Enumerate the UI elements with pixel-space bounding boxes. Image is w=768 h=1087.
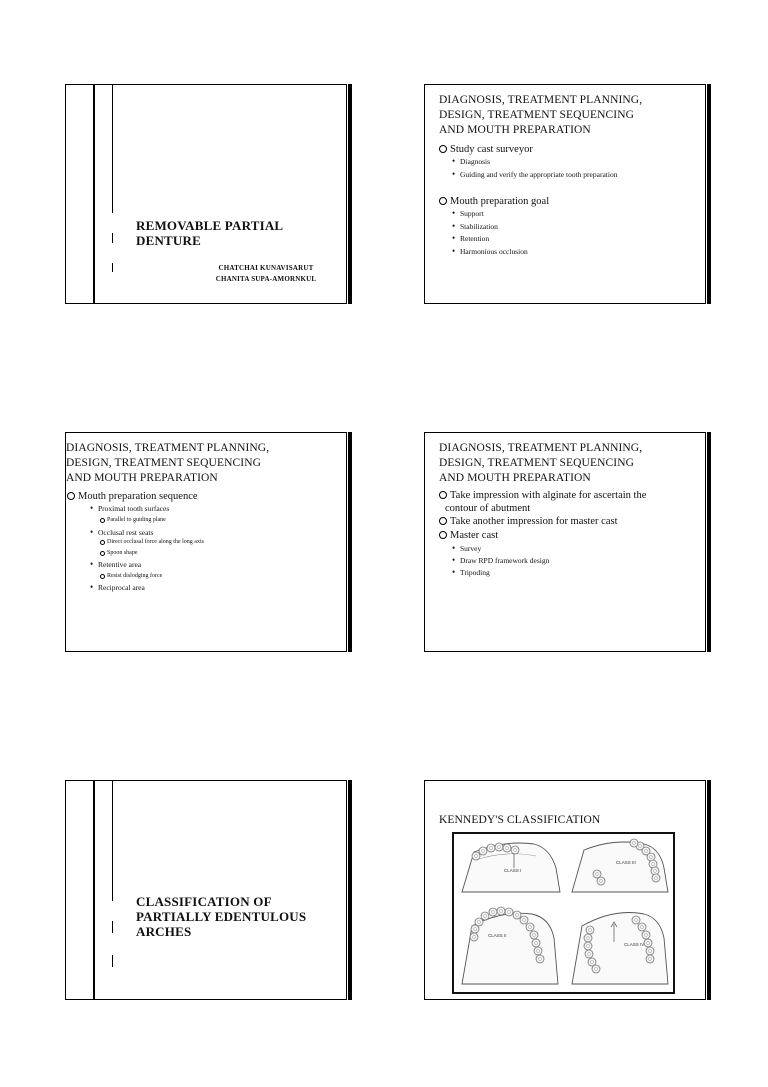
slide-edge-bar bbox=[707, 84, 711, 304]
decor-line bbox=[112, 921, 113, 933]
bullet: Mouth preparation goal bbox=[450, 196, 550, 207]
sub-bullet: • Support bbox=[460, 209, 484, 219]
sub-bullet: • Occlusal rest seats bbox=[98, 528, 153, 538]
sub-bullet: • Guiding and verify the appropriate tooth preparation bbox=[460, 170, 617, 180]
slide-edge-bar bbox=[348, 780, 352, 1000]
sub-sub-bullet: Spoon shape bbox=[107, 550, 138, 556]
sub-bullet: • Retentive area bbox=[98, 560, 141, 570]
decor-line bbox=[112, 955, 113, 967]
slide-edge-bar bbox=[707, 780, 711, 1000]
sub-bullet: • Diagnosis bbox=[460, 157, 490, 167]
class-label: CLASS IV bbox=[624, 942, 645, 947]
decor-line bbox=[112, 233, 113, 243]
sub-bullet: • Draw RPD framework design bbox=[460, 556, 549, 566]
arch-class-4 bbox=[572, 913, 668, 985]
sub-bullet: • Stabilization bbox=[460, 222, 498, 232]
slide-title-line: DESIGN, TREATMENT SEQUENCING bbox=[439, 109, 634, 121]
slide-title-line: AND MOUTH PREPARATION bbox=[439, 124, 591, 136]
bullet-continuation: contour of abutment bbox=[445, 503, 531, 514]
slide-title-line: DESIGN, TREATMENT SEQUENCING bbox=[66, 457, 261, 469]
sub-bullet: • Tripoding bbox=[460, 568, 490, 578]
sub-sub-bullet: Resist dislodging force bbox=[107, 573, 163, 579]
section-title-line: ARCHES bbox=[136, 924, 192, 939]
slide-edge-bar bbox=[348, 84, 352, 304]
slide-diagnosis-2 bbox=[65, 432, 347, 652]
decor-line bbox=[93, 781, 95, 999]
bullet: Study cast surveyor bbox=[450, 144, 533, 155]
slide-title-line: AND MOUTH PREPARATION bbox=[439, 472, 591, 484]
slide-classification-title bbox=[65, 780, 347, 1000]
slide-diagnosis-1 bbox=[424, 84, 706, 304]
decor-line bbox=[112, 781, 113, 901]
slide-edge-bar bbox=[707, 432, 711, 652]
arch-diagrams bbox=[454, 834, 673, 992]
slide-title-line: DIAGNOSIS, TREATMENT PLANNING, bbox=[439, 94, 643, 106]
class-label: CLASS II bbox=[488, 933, 507, 938]
decor-line bbox=[93, 85, 95, 303]
bullet: Master cast bbox=[450, 530, 499, 541]
slide-edge-bar bbox=[348, 432, 352, 652]
slide-title-line: DIAGNOSIS, TREATMENT PLANNING, bbox=[439, 442, 643, 454]
section-title-line: CLASSIFICATION OF bbox=[136, 894, 272, 909]
main-title-line: DENTURE bbox=[136, 233, 201, 248]
slide-title-line: AND MOUTH PREPARATION bbox=[66, 472, 218, 484]
sub-bullet: • Proximal tooth surfaces bbox=[98, 504, 169, 514]
class-label: CLASS I bbox=[504, 868, 522, 873]
slide-title-line: DIAGNOSIS, TREATMENT PLANNING, bbox=[66, 442, 270, 454]
section-title-line: PARTIALLY EDENTULOUS bbox=[136, 909, 307, 924]
author-name: CHANITA SUPA-AMORNKUL bbox=[215, 275, 317, 283]
sub-bullet: • Reciprocal area bbox=[98, 583, 145, 593]
bullet: Take another impression for master cast bbox=[450, 516, 618, 527]
arch-class-2 bbox=[462, 907, 558, 984]
sub-sub-bullet: Parallel to guiding plane bbox=[107, 517, 166, 523]
decor-line bbox=[112, 85, 113, 213]
sub-bullet: • Retention bbox=[460, 234, 489, 244]
author-name: CHATCHAI KUNAVISARUT bbox=[218, 264, 314, 272]
bullet: Mouth preparation sequence bbox=[78, 491, 198, 502]
kennedy-classification-figure bbox=[452, 832, 675, 994]
decor-line bbox=[112, 263, 113, 272]
slide-title-line: DESIGN, TREATMENT SEQUENCING bbox=[439, 457, 634, 469]
slide-title: KENNEDY'S CLASSIFICATION bbox=[439, 814, 601, 826]
slide-kennedy bbox=[424, 780, 706, 1000]
sub-bullet: • Survey bbox=[460, 544, 481, 554]
slide-title bbox=[65, 84, 347, 304]
bullet: Take impression with alginate for ascertain the bbox=[450, 490, 647, 501]
sub-bullet: • Harmonious occlusion bbox=[460, 247, 528, 257]
slide-diagnosis-3 bbox=[424, 432, 706, 652]
class-label: CLASS III bbox=[616, 860, 636, 865]
main-title-line: REMOVABLE PARTIAL bbox=[136, 218, 284, 233]
arch-class-3 bbox=[572, 839, 668, 892]
sub-sub-bullet: Direct occlusal force along the long axis bbox=[107, 539, 204, 545]
arch-class-1 bbox=[462, 843, 560, 892]
